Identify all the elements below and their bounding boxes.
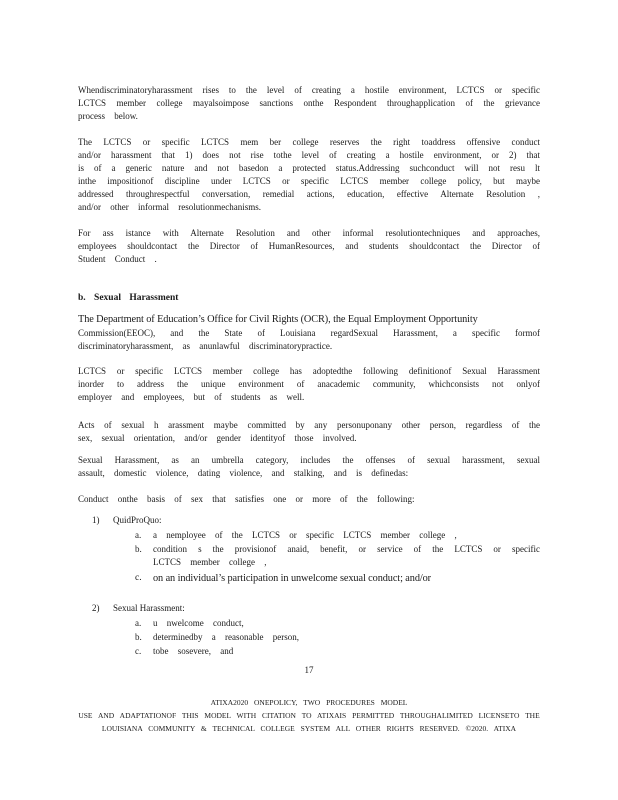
list-item [135,645,540,658]
document-body [78,84,540,677]
list-item-text: u nwelcome conduct, [153,618,244,628]
list-item-text: tobe sosevere, and [153,646,234,656]
list-item-text: a nemployee of the LCTCS or specific LCTCS member college , [153,530,457,540]
footer-line-model-title: ATIXA2020 ONEPOLICY, TWO PROCEDURES MODEL [210,698,408,707]
list-title: Sexual Harassment: [113,603,185,613]
list-item-text: on an individual’s participation in unwelcome sexual conduct; and/or [153,573,432,584]
list-item [135,631,540,644]
paragraph-hostile-environment: Whendiscriminatoryharassment rises to the level of creating a hostile environment, LCTCS or specific LCTCS member college mayalsoimpose sanctions onthe Respondent throughapplication of the grievance process below. [78,85,540,121]
numbered-list-quid-pro-quo [78,514,540,586]
list-item [135,617,540,630]
paragraph-reserves-right: The LCTCS or specific LCTCS mem ber college reserves the right toaddress offensive conduct and/or harassment that 1) does not rise tothe level of creating a hostile environment, or 2) that is of a generic nature and not basedon a protected status.Addressing suchconduct will not resu lt inthe impositionof discipline under LCTCS or specific LCTCS member college policy, but maybe addressed throughrespectful conversation, remedial actions, education, effective Alternate Resolution , and/or other informal resolutionmechanisms. [78,137,540,212]
list-marker: a. [135,530,142,540]
list-marker: b. [135,632,142,642]
list-marker: c. [135,646,142,656]
paragraph-ocr-eeoc-lead: The Department of Education’s Office for Civil Rights (OCR), the Equal Employment Opportunity [78,314,478,325]
paragraph-acts-committed: Acts of sexual h arassment maybe committed by any personuponany other person, regardless of the sex, sexual orientation, and/or gender identityof those involved. [78,420,540,443]
list-marker: 1) [92,515,100,525]
footer [40,696,578,735]
paragraph-umbrella-category: Sexual Harassment, as an umbrella category, includes the offenses of sexual harassment, sexual assault, domestic violence, dating violence, and stalking, and is definedas: [78,455,540,478]
list-item [135,543,540,569]
paragraph-alternate-resolution-contacts: For ass istance with Alternate Resolution and other informal resolutiontechniques and approaches, employees shouldcontact the Director of HumanResources, and students shouldcontact the Director of Student Conduct . [78,228,540,264]
numbered-list-sexual-harassment [78,602,540,658]
list-item [135,529,540,542]
footer-line-rights: LOUISIANA COMMUNITY & TECHNICAL COLLEGE SYSTEM ALL OTHER RIGHTS RESERVED. ©2020. ATIXA [101,724,517,733]
list-item-text: determinedby a reasonable person, [153,632,299,642]
list-marker: b. [135,544,142,554]
paragraph-adopted-definition: LCTCS or specific LCTCS member college has adoptedthe following definitionof Sexual Harassment inorder to address the unique environment of anacademic community, whichconsists not onlyof employer and employees, but of students as well. [78,366,540,402]
footer-line-license: USE AND ADAPTATIONOF THIS MODEL WITH CITATION TO ATIXAIS PERMITTED THROUGHALIMITED LICENSETO THE [78,711,540,720]
list-marker: c. [135,573,142,583]
list-item-text: condition s the provisionof anaid, benefit, or service of the LCTCS or specific LCTCS member college , [153,544,540,567]
sub-list [78,529,540,586]
list-title: QuidProQuo: [113,515,162,525]
list-item [78,514,540,527]
section-heading-sexual-harassment: b. Sexual Harassment [78,293,179,303]
page-number: 17 [304,665,314,675]
list-item [78,602,540,615]
list-marker: 2) [92,603,100,613]
list-item [135,571,540,586]
paragraph-conduct-basis-sex: Conduct onthe basis of sex that satisfies one or more of the following: [78,494,415,504]
list-marker: a. [135,618,142,628]
sub-list [78,617,540,658]
paragraph-ocr-eeoc-rest: Commission(EEOC), and the State of Louisiana regardSexual Harassment, a specific formof discriminatoryharassment, as anunlawful discriminatorypractice. [78,328,540,351]
